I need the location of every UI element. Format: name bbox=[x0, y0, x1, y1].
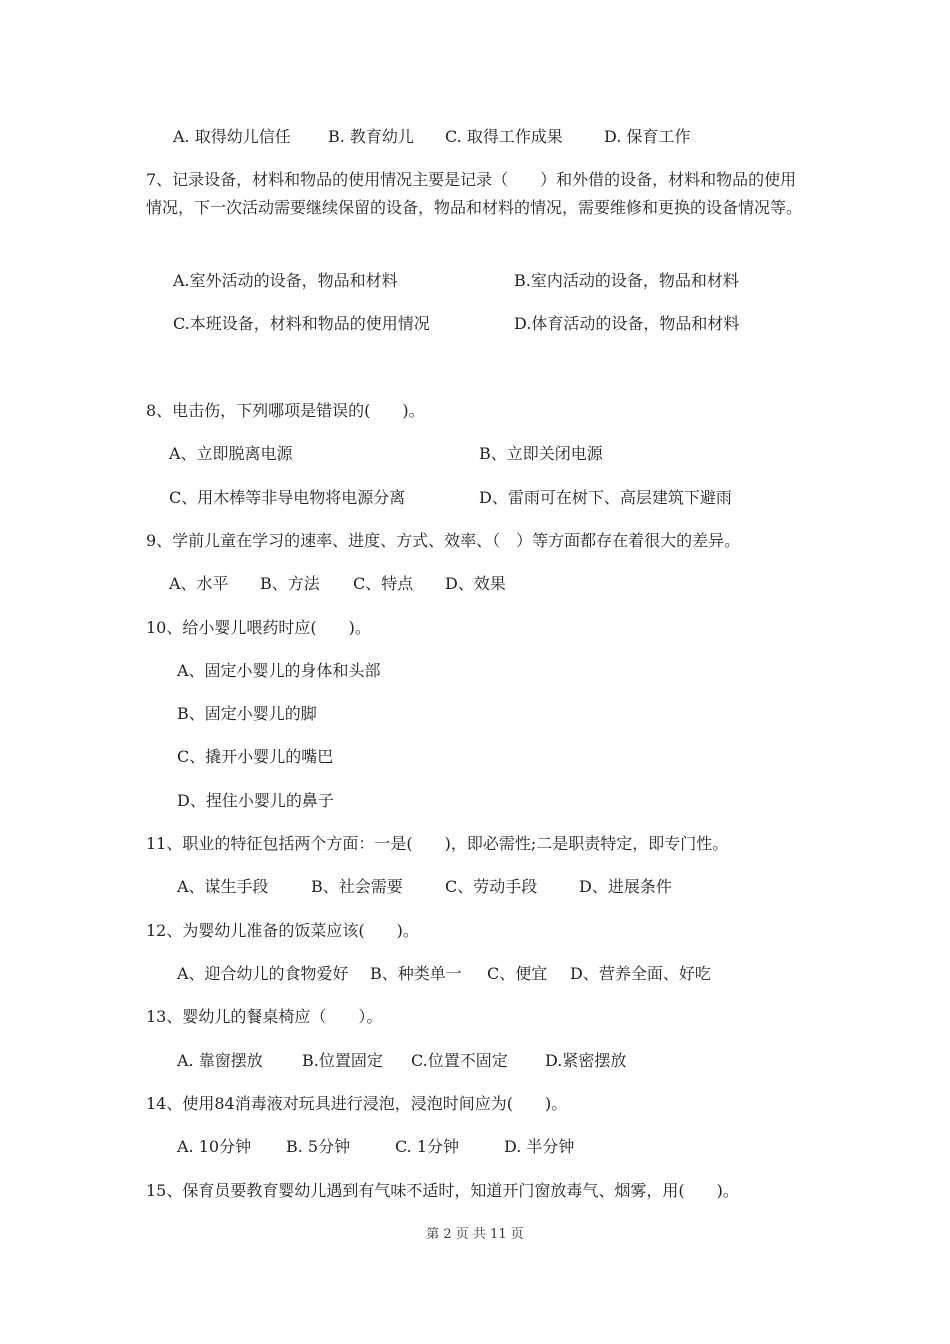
q9-option-d: D、效果 bbox=[445, 574, 506, 593]
q6-option-b: B. 教育幼儿 bbox=[328, 127, 414, 146]
q9-option-a: A、水平 bbox=[169, 574, 229, 593]
q8-option-a: A、立即脱离电源 bbox=[169, 444, 293, 463]
q14-option-b: B. 5分钟 bbox=[286, 1137, 351, 1156]
q7-stem: 7、记录设备，材料和物品的使用情况主要是记录（ ）和外借的设备，材料和物品的使用情况，下一次活动需要继续保留的设备，物品和材料的情况，需要维修和更换的设备情况等。 bbox=[146, 170, 803, 217]
q9-stem: 9、学前儿童在学习的速率、进度、方式、效率、（ ）等方面都存在着很大的差异。 bbox=[146, 531, 741, 550]
q13-stem: 13、婴幼儿的餐桌椅应（ ）。 bbox=[146, 1007, 383, 1026]
q8-stem: 8、电击伤，下列哪项是错误的( )。 bbox=[146, 401, 425, 420]
q12-option-d: D、营养全面、好吃 bbox=[570, 964, 711, 983]
q11-option-b: B、社会需要 bbox=[311, 877, 403, 896]
q12-stem: 12、为婴幼儿准备的饭菜应该( )。 bbox=[146, 921, 419, 940]
page-footer: 第 2 页 共 11 页 bbox=[426, 1227, 524, 1242]
q13-option-b: B.位置固定 bbox=[302, 1051, 383, 1070]
q11-option-d: D、进展条件 bbox=[579, 877, 672, 896]
q15-stem: 15、保育员要教育婴幼儿遇到有气味不适时，知道开门窗放毒气、烟雾，用( )。 bbox=[146, 1181, 739, 1200]
q7-option-c: C.本班设备，材料和物品的使用情况 bbox=[173, 314, 430, 333]
q11-option-c: C、劳动手段 bbox=[445, 877, 538, 896]
q6-option-c: C. 取得工作成果 bbox=[445, 127, 563, 146]
q14-option-a: A. 10分钟 bbox=[177, 1137, 252, 1156]
q10-option-b: B、固定小婴儿的脚 bbox=[177, 704, 317, 723]
q7-option-a: A.室外活动的设备，物品和材料 bbox=[173, 271, 398, 290]
q14-stem: 14、使用84消毒液对玩具进行浸泡，浸泡时间应为( )。 bbox=[146, 1094, 568, 1113]
q6-option-d: D. 保育工作 bbox=[604, 127, 691, 146]
q12-option-a: A、迎合幼儿的食物爱好 bbox=[177, 964, 349, 983]
q10-option-d: D、捏住小婴儿的鼻子 bbox=[177, 791, 334, 810]
q10-stem: 10、给小婴儿喂药时应( )。 bbox=[146, 618, 371, 637]
q7-option-b: B.室内活动的设备，物品和材料 bbox=[514, 271, 739, 290]
q9-option-b: B、方法 bbox=[260, 574, 320, 593]
q8-option-c: C、用木棒等非导电物将电源分离 bbox=[169, 488, 406, 507]
q14-option-d: D. 半分钟 bbox=[504, 1137, 575, 1156]
q8-option-d: D、雷雨可在树下、高层建筑下避雨 bbox=[479, 488, 732, 507]
q13-option-c: C.位置不固定 bbox=[411, 1051, 508, 1070]
q13-option-a: A. 靠窗摆放 bbox=[177, 1051, 263, 1070]
q9-option-c: C、特点 bbox=[353, 574, 414, 593]
q7-option-d: D.体育活动的设备，物品和材料 bbox=[514, 314, 740, 333]
q8-option-b: B、立即关闭电源 bbox=[479, 444, 603, 463]
q11-stem: 11、职业的特征包括两个方面：一是( )，即必需性;二是职责特定，即专门性。 bbox=[146, 834, 729, 853]
q12-option-b: B、种类单一 bbox=[370, 964, 462, 983]
q12-option-c: C、便宜 bbox=[487, 964, 548, 983]
q14-option-c: C. 1分钟 bbox=[395, 1137, 460, 1156]
q11-option-a: A、谋生手段 bbox=[177, 877, 269, 896]
q10-option-c: C、撬开小婴儿的嘴巴 bbox=[177, 747, 334, 766]
q10-option-a: A、固定小婴儿的身体和头部 bbox=[177, 661, 381, 680]
q6-option-a: A. 取得幼儿信任 bbox=[173, 127, 291, 146]
q13-option-d: D.紧密摆放 bbox=[545, 1051, 627, 1070]
